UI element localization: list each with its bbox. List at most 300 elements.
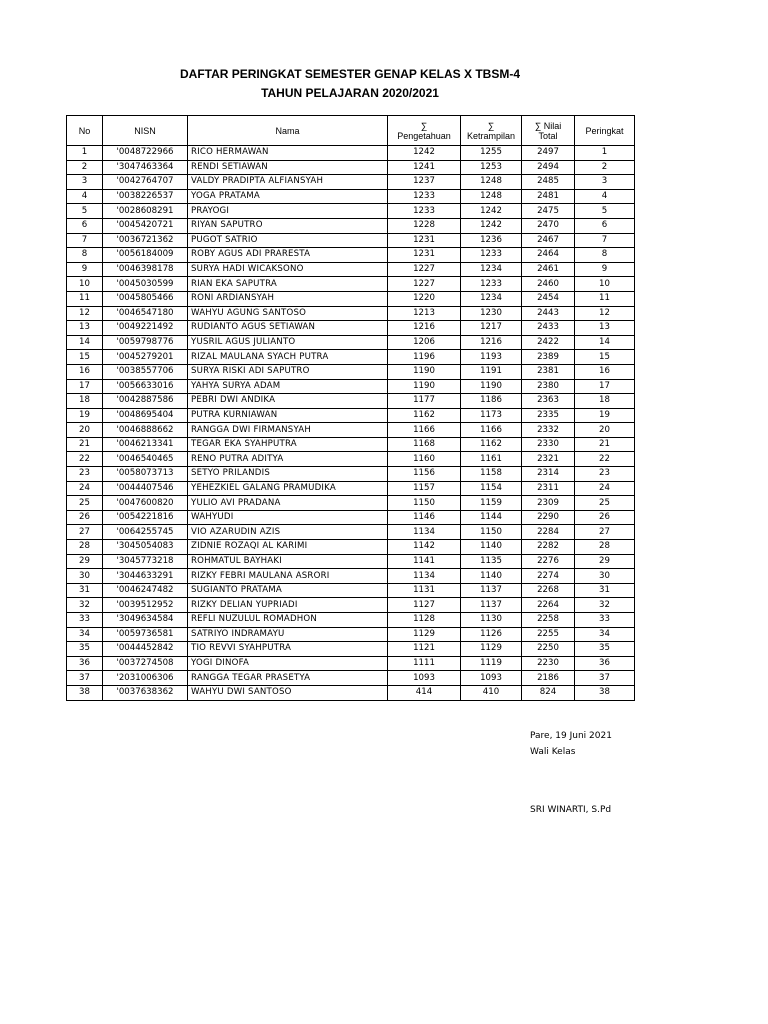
cell-nilai-total: 2380 bbox=[522, 379, 575, 394]
cell-nisn: '3044633291 bbox=[103, 569, 188, 584]
cell-nilai-total: 2460 bbox=[522, 277, 575, 292]
cell-no: 33 bbox=[67, 613, 103, 628]
cell-no: 34 bbox=[67, 627, 103, 642]
cell-nisn: '0038226537 bbox=[103, 189, 188, 204]
cell-no: 4 bbox=[67, 189, 103, 204]
table-row bbox=[67, 379, 635, 394]
cell-nilai-total: 2186 bbox=[522, 671, 575, 686]
cell-pengetahuan: 1227 bbox=[388, 277, 461, 292]
cell-nama: SUGIANTO PRATAMA bbox=[188, 583, 388, 598]
cell-peringkat: 18 bbox=[575, 394, 635, 409]
table-row bbox=[67, 291, 635, 306]
cell-peringkat: 23 bbox=[575, 467, 635, 482]
cell-nisn: '0054221816 bbox=[103, 510, 188, 525]
cell-pengetahuan: 1231 bbox=[388, 233, 461, 248]
cell-peringkat: 13 bbox=[575, 321, 635, 336]
table-row bbox=[67, 437, 635, 452]
cell-nilai-total: 2381 bbox=[522, 364, 575, 379]
cell-nama: RIYAN SAPUTRO bbox=[188, 218, 388, 233]
cell-ketrampilan: 1150 bbox=[461, 525, 522, 540]
ranking-table bbox=[66, 115, 635, 701]
cell-no: 25 bbox=[67, 496, 103, 511]
cell-nama: PRAYOGI bbox=[188, 204, 388, 219]
table-row bbox=[67, 218, 635, 233]
cell-nilai-total: 2335 bbox=[522, 408, 575, 423]
table-row bbox=[67, 642, 635, 657]
cell-nama: RIZKY DELIAN YUPRIADI bbox=[188, 598, 388, 613]
header-peringkat: Peringkat bbox=[575, 116, 635, 146]
cell-pengetahuan: 1134 bbox=[388, 569, 461, 584]
cell-nilai-total: 2485 bbox=[522, 175, 575, 190]
cell-nisn: '0037638362 bbox=[103, 685, 188, 700]
cell-ketrampilan: 1255 bbox=[461, 146, 522, 161]
table-row bbox=[67, 146, 635, 161]
cell-ketrampilan: 1186 bbox=[461, 394, 522, 409]
table-row bbox=[67, 627, 635, 642]
cell-nisn: '0045030599 bbox=[103, 277, 188, 292]
cell-ketrampilan: 1093 bbox=[461, 671, 522, 686]
cell-no: 27 bbox=[67, 525, 103, 540]
table-row bbox=[67, 262, 635, 277]
cell-pengetahuan: 414 bbox=[388, 685, 461, 700]
cell-pengetahuan: 1213 bbox=[388, 306, 461, 321]
cell-no: 7 bbox=[67, 233, 103, 248]
document-subtitle: TAHUN PELAJARAN 2020/2021 bbox=[261, 86, 439, 100]
cell-nilai-total: 2332 bbox=[522, 423, 575, 438]
table-row bbox=[67, 656, 635, 671]
cell-ketrampilan: 1233 bbox=[461, 248, 522, 263]
cell-nama: YULIO AVI PRADANA bbox=[188, 496, 388, 511]
cell-nisn: '0038557706 bbox=[103, 364, 188, 379]
signature-name: SRI WINARTI, S.Pd bbox=[530, 805, 612, 815]
cell-no: 3 bbox=[67, 175, 103, 190]
table-row bbox=[67, 364, 635, 379]
cell-pengetahuan: 1131 bbox=[388, 583, 461, 598]
cell-nisn: '0059736581 bbox=[103, 627, 188, 642]
cell-nama: RUDIANTO AGUS SETIAWAN bbox=[188, 321, 388, 336]
cell-peringkat: 8 bbox=[575, 248, 635, 263]
cell-no: 38 bbox=[67, 685, 103, 700]
cell-nama: RENDI SETIAWAN bbox=[188, 160, 388, 175]
cell-nama: YOGI DINOFA bbox=[188, 656, 388, 671]
cell-peringkat: 32 bbox=[575, 598, 635, 613]
cell-pengetahuan: 1220 bbox=[388, 291, 461, 306]
cell-nisn: '0056184009 bbox=[103, 248, 188, 263]
cell-nilai-total: 2276 bbox=[522, 554, 575, 569]
cell-nilai-total: 2454 bbox=[522, 291, 575, 306]
table-row bbox=[67, 554, 635, 569]
cell-nilai-total: 2230 bbox=[522, 656, 575, 671]
cell-nisn: '0046547180 bbox=[103, 306, 188, 321]
cell-peringkat: 24 bbox=[575, 481, 635, 496]
cell-nama: RENO PUTRA ADITYA bbox=[188, 452, 388, 467]
cell-nama: RICO HERMAWAN bbox=[188, 146, 388, 161]
cell-ketrampilan: 1242 bbox=[461, 204, 522, 219]
cell-no: 24 bbox=[67, 481, 103, 496]
cell-no: 5 bbox=[67, 204, 103, 219]
cell-ketrampilan: 1191 bbox=[461, 364, 522, 379]
cell-ketrampilan: 1217 bbox=[461, 321, 522, 336]
table-row bbox=[67, 321, 635, 336]
cell-peringkat: 30 bbox=[575, 569, 635, 584]
cell-ketrampilan: 1158 bbox=[461, 467, 522, 482]
table-row bbox=[67, 510, 635, 525]
cell-peringkat: 20 bbox=[575, 423, 635, 438]
table-header-row bbox=[67, 116, 635, 146]
table-row bbox=[67, 335, 635, 350]
cell-nilai-total: 2330 bbox=[522, 437, 575, 452]
cell-nisn: '0039512952 bbox=[103, 598, 188, 613]
cell-nama: WAHYU AGUNG SANTOSO bbox=[188, 306, 388, 321]
table-row bbox=[67, 306, 635, 321]
cell-peringkat: 5 bbox=[575, 204, 635, 219]
table-row bbox=[67, 452, 635, 467]
cell-nama: PUTRA KURNIAWAN bbox=[188, 408, 388, 423]
cell-no: 20 bbox=[67, 423, 103, 438]
cell-no: 22 bbox=[67, 452, 103, 467]
cell-peringkat: 33 bbox=[575, 613, 635, 628]
table-row bbox=[67, 233, 635, 248]
cell-nisn: '0045279201 bbox=[103, 350, 188, 365]
cell-nisn: '3045773218 bbox=[103, 554, 188, 569]
cell-nilai-total: 2255 bbox=[522, 627, 575, 642]
cell-nisn: '0045420721 bbox=[103, 218, 188, 233]
cell-nama: SATRIYO INDRAMAYU bbox=[188, 627, 388, 642]
cell-peringkat: 34 bbox=[575, 627, 635, 642]
cell-nilai-total: 2363 bbox=[522, 394, 575, 409]
cell-nilai-total: 824 bbox=[522, 685, 575, 700]
cell-nisn: '0058073713 bbox=[103, 467, 188, 482]
cell-ketrampilan: 1173 bbox=[461, 408, 522, 423]
cell-pengetahuan: 1162 bbox=[388, 408, 461, 423]
cell-nama: TIO REVVI SYAHPUTRA bbox=[188, 642, 388, 657]
cell-nisn: '0028608291 bbox=[103, 204, 188, 219]
cell-nama: YAHYA SURYA ADAM bbox=[188, 379, 388, 394]
table-row bbox=[67, 423, 635, 438]
header-nilai-total-line2: Total bbox=[538, 130, 558, 141]
cell-ketrampilan: 1129 bbox=[461, 642, 522, 657]
cell-ketrampilan: 1119 bbox=[461, 656, 522, 671]
cell-ketrampilan: 1234 bbox=[461, 291, 522, 306]
cell-no: 14 bbox=[67, 335, 103, 350]
cell-peringkat: 4 bbox=[575, 189, 635, 204]
cell-no: 12 bbox=[67, 306, 103, 321]
cell-ketrampilan: 1236 bbox=[461, 233, 522, 248]
table-row bbox=[67, 160, 635, 175]
cell-nilai-total: 2258 bbox=[522, 613, 575, 628]
cell-peringkat: 7 bbox=[575, 233, 635, 248]
header-nama: Nama bbox=[188, 116, 388, 146]
cell-no: 13 bbox=[67, 321, 103, 336]
cell-no: 17 bbox=[67, 379, 103, 394]
cell-nama: RIAN EKA SAPUTRA bbox=[188, 277, 388, 292]
cell-peringkat: 36 bbox=[575, 656, 635, 671]
cell-nilai-total: 2422 bbox=[522, 335, 575, 350]
cell-peringkat: 35 bbox=[575, 642, 635, 657]
cell-nilai-total: 2389 bbox=[522, 350, 575, 365]
cell-nama: YUSRIL AGUS JULIANTO bbox=[188, 335, 388, 350]
cell-ketrampilan: 1242 bbox=[461, 218, 522, 233]
cell-no: 30 bbox=[67, 569, 103, 584]
cell-pengetahuan: 1150 bbox=[388, 496, 461, 511]
cell-ketrampilan: 1137 bbox=[461, 583, 522, 598]
cell-pengetahuan: 1206 bbox=[388, 335, 461, 350]
cell-nisn: '0046888662 bbox=[103, 423, 188, 438]
cell-nisn: '0044407546 bbox=[103, 481, 188, 496]
cell-pengetahuan: 1141 bbox=[388, 554, 461, 569]
table-row bbox=[67, 671, 635, 686]
cell-peringkat: 3 bbox=[575, 175, 635, 190]
cell-nama: SURYA HADI WICAKSONO bbox=[188, 262, 388, 277]
header-pengetahuan bbox=[388, 116, 461, 146]
cell-peringkat: 14 bbox=[575, 335, 635, 350]
cell-nilai-total: 2264 bbox=[522, 598, 575, 613]
cell-pengetahuan: 1177 bbox=[388, 394, 461, 409]
cell-nilai-total: 2433 bbox=[522, 321, 575, 336]
cell-peringkat: 6 bbox=[575, 218, 635, 233]
cell-ketrampilan: 1193 bbox=[461, 350, 522, 365]
cell-no: 18 bbox=[67, 394, 103, 409]
cell-peringkat: 21 bbox=[575, 437, 635, 452]
cell-nisn: '0049221492 bbox=[103, 321, 188, 336]
cell-ketrampilan: 1233 bbox=[461, 277, 522, 292]
header-pengetahuan-label: Pengetahuan bbox=[397, 130, 451, 141]
cell-ketrampilan: 1126 bbox=[461, 627, 522, 642]
cell-peringkat: 27 bbox=[575, 525, 635, 540]
signature-place-date: Pare, 19 Juni 2021 bbox=[530, 731, 612, 741]
cell-nisn: '0048722966 bbox=[103, 146, 188, 161]
cell-nama: ZIDNIE ROZAQI AL KARIMI bbox=[188, 540, 388, 555]
cell-ketrampilan: 1166 bbox=[461, 423, 522, 438]
cell-pengetahuan: 1127 bbox=[388, 598, 461, 613]
cell-peringkat: 11 bbox=[575, 291, 635, 306]
cell-nisn: '0046398178 bbox=[103, 262, 188, 277]
cell-peringkat: 1 bbox=[575, 146, 635, 161]
cell-no: 10 bbox=[67, 277, 103, 292]
cell-pengetahuan: 1228 bbox=[388, 218, 461, 233]
table-row bbox=[67, 189, 635, 204]
cell-peringkat: 38 bbox=[575, 685, 635, 700]
cell-peringkat: 26 bbox=[575, 510, 635, 525]
cell-no: 11 bbox=[67, 291, 103, 306]
cell-peringkat: 31 bbox=[575, 583, 635, 598]
cell-nilai-total: 2290 bbox=[522, 510, 575, 525]
cell-nisn: '0037274508 bbox=[103, 656, 188, 671]
cell-nilai-total: 2443 bbox=[522, 306, 575, 321]
cell-pengetahuan: 1129 bbox=[388, 627, 461, 642]
cell-peringkat: 28 bbox=[575, 540, 635, 555]
table-row bbox=[67, 204, 635, 219]
cell-pengetahuan: 1121 bbox=[388, 642, 461, 657]
cell-no: 32 bbox=[67, 598, 103, 613]
cell-nilai-total: 2311 bbox=[522, 481, 575, 496]
cell-no: 37 bbox=[67, 671, 103, 686]
signature-role: Wali Kelas bbox=[530, 747, 576, 757]
table-row bbox=[67, 467, 635, 482]
cell-no: 6 bbox=[67, 218, 103, 233]
cell-peringkat: 15 bbox=[575, 350, 635, 365]
header-ketrampilan bbox=[461, 116, 522, 146]
cell-ketrampilan: 1161 bbox=[461, 452, 522, 467]
cell-nilai-total: 2268 bbox=[522, 583, 575, 598]
cell-nama: PEBRI DWI ANDIKA bbox=[188, 394, 388, 409]
table-row bbox=[67, 540, 635, 555]
cell-nisn: '0047600820 bbox=[103, 496, 188, 511]
cell-nisn: '0042764707 bbox=[103, 175, 188, 190]
table-row bbox=[67, 350, 635, 365]
cell-nama: PUGOT SATRIO bbox=[188, 233, 388, 248]
cell-nisn: '0059798776 bbox=[103, 335, 188, 350]
cell-pengetahuan: 1227 bbox=[388, 262, 461, 277]
cell-nilai-total: 2497 bbox=[522, 146, 575, 161]
cell-nilai-total: 2475 bbox=[522, 204, 575, 219]
cell-nama: YEHEZKIEL GALANG PRAMUDIKA bbox=[188, 481, 388, 496]
cell-nilai-total: 2467 bbox=[522, 233, 575, 248]
cell-nama: RONI ARDIANSYAH bbox=[188, 291, 388, 306]
cell-nisn: '0046540465 bbox=[103, 452, 188, 467]
table-row bbox=[67, 685, 635, 700]
cell-nama: ROHMATUL BAYHAKI bbox=[188, 554, 388, 569]
cell-peringkat: 17 bbox=[575, 379, 635, 394]
cell-nisn: '0048695404 bbox=[103, 408, 188, 423]
cell-pengetahuan: 1233 bbox=[388, 204, 461, 219]
table-row bbox=[67, 613, 635, 628]
cell-ketrampilan: 1234 bbox=[461, 262, 522, 277]
cell-pengetahuan: 1168 bbox=[388, 437, 461, 452]
cell-nisn: '0046213341 bbox=[103, 437, 188, 452]
table-row bbox=[67, 569, 635, 584]
cell-no: 15 bbox=[67, 350, 103, 365]
cell-no: 36 bbox=[67, 656, 103, 671]
table-row bbox=[67, 277, 635, 292]
cell-ketrampilan: 1137 bbox=[461, 598, 522, 613]
cell-pengetahuan: 1233 bbox=[388, 189, 461, 204]
cell-nama: SETYO PRILANDIS bbox=[188, 467, 388, 482]
table-row bbox=[67, 481, 635, 496]
cell-no: 31 bbox=[67, 583, 103, 598]
cell-no: 29 bbox=[67, 554, 103, 569]
cell-nisn: '3049634584 bbox=[103, 613, 188, 628]
header-ketrampilan-symbol: ∑ bbox=[487, 120, 495, 131]
table-row bbox=[67, 248, 635, 263]
cell-no: 26 bbox=[67, 510, 103, 525]
cell-nama: REFLI NUZULUL ROMADHON bbox=[188, 613, 388, 628]
header-nilai-total bbox=[522, 116, 575, 146]
cell-nilai-total: 2321 bbox=[522, 452, 575, 467]
cell-nama: RIZKY FEBRI MAULANA ASRORI bbox=[188, 569, 388, 584]
cell-pengetahuan: 1242 bbox=[388, 146, 461, 161]
cell-nama: TEGAR EKA SYAHPUTRA bbox=[188, 437, 388, 452]
cell-nilai-total: 2481 bbox=[522, 189, 575, 204]
cell-nilai-total: 2314 bbox=[522, 467, 575, 482]
cell-nama: RANGGA TEGAR PRASETYA bbox=[188, 671, 388, 686]
cell-peringkat: 12 bbox=[575, 306, 635, 321]
table-row bbox=[67, 598, 635, 613]
cell-pengetahuan: 1146 bbox=[388, 510, 461, 525]
cell-pengetahuan: 1231 bbox=[388, 248, 461, 263]
cell-nama: VIO AZARUDIN AZIS bbox=[188, 525, 388, 540]
cell-nisn: '3047463364 bbox=[103, 160, 188, 175]
document-title: DAFTAR PERINGKAT SEMESTER GENAP KELAS X TBSM-4 bbox=[179, 67, 521, 81]
cell-no: 35 bbox=[67, 642, 103, 657]
cell-nisn: '0036721362 bbox=[103, 233, 188, 248]
table-row bbox=[67, 394, 635, 409]
cell-nilai-total: 2282 bbox=[522, 540, 575, 555]
cell-nama: SURYA RISKI ADI SAPUTRO bbox=[188, 364, 388, 379]
table-row bbox=[67, 583, 635, 598]
cell-pengetahuan: 1142 bbox=[388, 540, 461, 555]
header-nilai-total-line1: ∑ Nilai bbox=[534, 120, 562, 131]
cell-no: 2 bbox=[67, 160, 103, 175]
cell-pengetahuan: 1190 bbox=[388, 379, 461, 394]
cell-pengetahuan: 1166 bbox=[388, 423, 461, 438]
cell-nama: RIZAL MAULANA SYACH PUTRA bbox=[188, 350, 388, 365]
cell-ketrampilan: 1248 bbox=[461, 175, 522, 190]
cell-pengetahuan: 1157 bbox=[388, 481, 461, 496]
cell-pengetahuan: 1111 bbox=[388, 656, 461, 671]
cell-no: 28 bbox=[67, 540, 103, 555]
cell-nama: YOGA PRATAMA bbox=[188, 189, 388, 204]
cell-peringkat: 29 bbox=[575, 554, 635, 569]
cell-ketrampilan: 1159 bbox=[461, 496, 522, 511]
cell-ketrampilan: 1216 bbox=[461, 335, 522, 350]
cell-no: 16 bbox=[67, 364, 103, 379]
cell-ketrampilan: 1144 bbox=[461, 510, 522, 525]
cell-peringkat: 9 bbox=[575, 262, 635, 277]
cell-no: 21 bbox=[67, 437, 103, 452]
cell-nisn: '0045805466 bbox=[103, 291, 188, 306]
cell-ketrampilan: 1248 bbox=[461, 189, 522, 204]
cell-no: 9 bbox=[67, 262, 103, 277]
cell-ketrampilan: 1140 bbox=[461, 569, 522, 584]
cell-nisn: '0056633016 bbox=[103, 379, 188, 394]
cell-ketrampilan: 1253 bbox=[461, 160, 522, 175]
cell-no: 23 bbox=[67, 467, 103, 482]
cell-nilai-total: 2284 bbox=[522, 525, 575, 540]
cell-nama: VALDY PRADIPTA ALFIANSYAH bbox=[188, 175, 388, 190]
table-row bbox=[67, 175, 635, 190]
cell-no: 1 bbox=[67, 146, 103, 161]
cell-peringkat: 19 bbox=[575, 408, 635, 423]
table-row bbox=[67, 408, 635, 423]
cell-nama: WAHYU DWI SANTOSO bbox=[188, 685, 388, 700]
cell-ketrampilan: 410 bbox=[461, 685, 522, 700]
cell-nisn: '0042887586 bbox=[103, 394, 188, 409]
cell-nilai-total: 2309 bbox=[522, 496, 575, 511]
cell-nilai-total: 2250 bbox=[522, 642, 575, 657]
table-row bbox=[67, 496, 635, 511]
cell-peringkat: 10 bbox=[575, 277, 635, 292]
cell-nama: WAHYUDI bbox=[188, 510, 388, 525]
header-pengetahuan-symbol: ∑ bbox=[420, 120, 428, 131]
header-ketrampilan-label: Ketrampilan bbox=[466, 130, 516, 141]
cell-pengetahuan: 1237 bbox=[388, 175, 461, 190]
cell-nilai-total: 2274 bbox=[522, 569, 575, 584]
cell-no: 8 bbox=[67, 248, 103, 263]
cell-nama: ROBY AGUS ADI PRARESTA bbox=[188, 248, 388, 263]
cell-pengetahuan: 1093 bbox=[388, 671, 461, 686]
cell-nisn: '0064255745 bbox=[103, 525, 188, 540]
cell-pengetahuan: 1196 bbox=[388, 350, 461, 365]
cell-ketrampilan: 1154 bbox=[461, 481, 522, 496]
header-no: No bbox=[67, 116, 103, 146]
cell-ketrampilan: 1162 bbox=[461, 437, 522, 452]
cell-pengetahuan: 1241 bbox=[388, 160, 461, 175]
cell-pengetahuan: 1216 bbox=[388, 321, 461, 336]
cell-pengetahuan: 1128 bbox=[388, 613, 461, 628]
cell-ketrampilan: 1130 bbox=[461, 613, 522, 628]
cell-peringkat: 16 bbox=[575, 364, 635, 379]
